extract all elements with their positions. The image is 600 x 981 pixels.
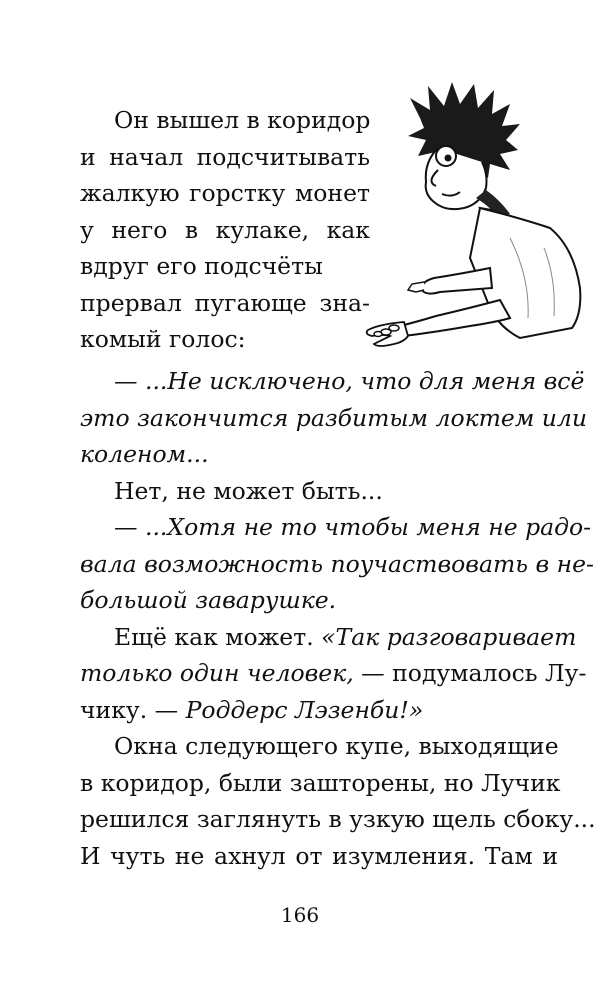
text-line: коленом... xyxy=(80,440,209,468)
text-line: вала возможность поучаствовать в не- xyxy=(80,549,594,578)
text-line xyxy=(80,619,577,656)
text-line: у него в кулаке, как xyxy=(80,215,370,244)
text-run: — подумалось Лу- xyxy=(353,659,587,687)
text-line: комый голос: xyxy=(80,325,246,353)
boy-counting-coins-illustration xyxy=(360,78,588,368)
text-line xyxy=(80,655,587,692)
text-line: Он вышел в коридор xyxy=(114,106,371,134)
text-line: Окна следующего купе, выходящие xyxy=(114,732,559,760)
text-run: «Так разговаривает xyxy=(321,622,577,651)
text-run: чику. — xyxy=(80,695,186,724)
page-number: 166 xyxy=(280,903,320,927)
text-line: и начал подсчитывать xyxy=(80,142,370,171)
text-run: Роддерс Лэзенби!» xyxy=(185,695,424,724)
text-line: это закончится разбитым локтем или xyxy=(80,403,588,432)
text-line xyxy=(80,692,558,729)
text-line: жалкую горстку монет xyxy=(80,179,370,207)
text-line: большой заварушке. xyxy=(80,586,337,614)
arm-lower xyxy=(400,300,510,336)
text-run: только один человек, xyxy=(80,659,354,687)
text-line: в коридор, были зашторены, но Лучик xyxy=(80,768,561,797)
text-line: решился заглянуть в узкую щель сбоку... xyxy=(80,805,596,833)
paragraph-1 xyxy=(80,102,370,358)
text-line: прервал пугающе зна- xyxy=(80,288,370,317)
text-line: И чуть не ахнул от изумления. Там и xyxy=(80,841,558,870)
text-line: — ...Хотя не то чтобы меня не радо- xyxy=(114,513,592,541)
text-line: Нет, не может быть... xyxy=(114,476,383,505)
text-line: вдруг его подсчёты xyxy=(80,252,323,280)
text-run: Ещё как может. xyxy=(114,622,322,651)
main-text xyxy=(80,363,596,874)
arm-upper xyxy=(422,268,492,294)
coin xyxy=(374,332,382,337)
text-line: — ...Не исключено, что для меня всё xyxy=(114,367,585,395)
